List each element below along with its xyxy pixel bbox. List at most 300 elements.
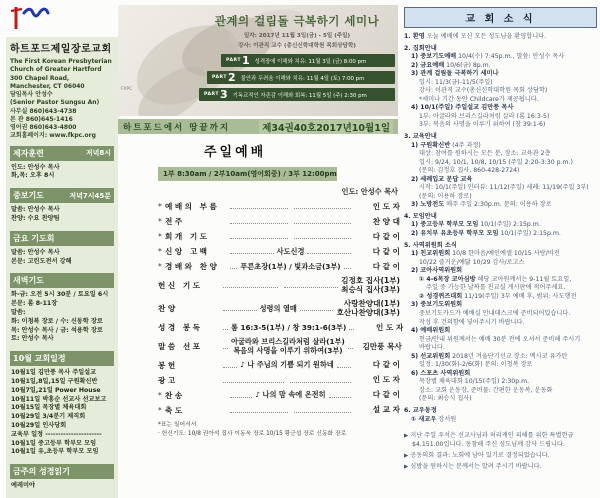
- schedule-line: 10월11일 박홍순 선교사 선교보고: [11, 395, 107, 403]
- dotted-leader: [300, 306, 334, 311]
- news-line-text: 10/4(수) 7:45p.m., 말씀: 안성수 목사: [456, 53, 565, 61]
- news-line: [404, 70, 597, 79]
- church-contact-line: 교회홈페이지: www.fkpc.org: [10, 132, 96, 140]
- dotted-leader: [337, 363, 351, 368]
- seminar-part-row: [199, 88, 395, 101]
- news-line-text: 바랍니다.: [419, 344, 445, 352]
- stand-marker: *: [158, 232, 162, 241]
- section-body: [10, 479, 114, 493]
- seminar-lecturer: 강사: 이관직 교수 (총신신학대학원 목회상담학): [238, 43, 356, 49]
- part-description: 불안과 두려움 이해와 치유: 11월 4일 (토) 7:00 pm: [240, 75, 365, 82]
- news-line-heading: 1) 중보기도예배: [411, 53, 457, 61]
- news-line-text: 장서원: [436, 415, 457, 423]
- worship-order-row: [158, 276, 400, 295]
- order-person-line1: 인 도 자: [372, 375, 400, 385]
- order-item-name: 성경 봉독: [158, 322, 203, 332]
- seminar-announcement: [199, 13, 395, 101]
- section-line: 본문: 롬 8-11장: [11, 300, 58, 308]
- order-item-name: 광고: [158, 375, 178, 385]
- news-line-heading: 6. 교우동정: [404, 406, 437, 414]
- order-item-person: [354, 247, 400, 256]
- section-line: 말씀: 안성수 목사: [11, 248, 60, 256]
- section-body: [10, 288, 114, 346]
- news-line-text: 10/6(금) 8p.m.: [444, 61, 491, 69]
- news-line: [404, 184, 597, 193]
- church-contact-line: The First Korean Presbyterian: [10, 58, 112, 65]
- schedule-line: 10월1일 중고등부 학부모 모임: [11, 439, 97, 447]
- order-person-line1: 김만풍 목사: [362, 341, 402, 351]
- notice-item: [404, 463, 597, 472]
- order-detail-line1: ♪ 나의 맘 속에 온전히: [255, 390, 326, 400]
- news-line: [404, 221, 597, 230]
- news-line-text: 10/1(주일) 2:15p.m.: [478, 221, 541, 229]
- part-description: 기독교적인 자존감 이해와 회복: 11월 5일 (주) 2:30 pm: [232, 92, 367, 99]
- news-line: [404, 79, 597, 88]
- news-line: [404, 33, 597, 42]
- part-label: PART: [226, 58, 241, 63]
- news-line-heading: 5) 선교위원회: [411, 352, 451, 360]
- section-header: [10, 273, 114, 288]
- news-line: [404, 259, 597, 268]
- schedule-line: 10월1일,8일,15일 구원확신반: [11, 378, 98, 386]
- order-item-person: [354, 390, 400, 399]
- news-line: [404, 310, 597, 319]
- section-dawn-prayer: [10, 273, 114, 346]
- news-line: [404, 159, 597, 168]
- dotted-leader: [223, 325, 228, 330]
- news-line: [404, 62, 597, 71]
- worship-title: 주일예배: [204, 145, 267, 160]
- news-line-text: 헌금/안내 위원께서는 예배 30분 전에 오셔서 준비해 주시기: [419, 335, 581, 343]
- order-person-line1: 다 같 이: [372, 360, 401, 370]
- news-line-text: 시작: 10/1(주일) 인터뷰: 11/12(주일) 세례: 11/19(주일 3부): [419, 184, 589, 192]
- seminar-title: 관계의 걸림돌 극복하기 세미나: [214, 14, 380, 28]
- news-line: [404, 250, 597, 259]
- dotted-leader: [307, 249, 351, 254]
- order-item-name: 말씀 선포: [158, 341, 203, 351]
- news-line: [404, 378, 597, 387]
- news-line-heading: 2. 집회안내: [404, 44, 437, 52]
- church-contact-line: (Senior Pastor Sungsu An): [10, 99, 100, 107]
- section-discipleship: [10, 146, 114, 184]
- order-item-person: [354, 202, 400, 211]
- news-line-text: 중보기도카드가 예배실 안내데스크에 준비되어있습니다.: [419, 309, 571, 317]
- news-line-heading: 5. 사역위원회 소식: [404, 241, 457, 249]
- news-line-text: (문의: 이용하 장로): [419, 192, 472, 200]
- part-label: PART: [212, 75, 227, 80]
- church-contact-line: Church of Greater Hartford: [10, 66, 102, 74]
- dotted-leader: [284, 283, 339, 288]
- section-line: 화,목: 오후 8시: [11, 172, 55, 180]
- section-line: 찬양: 수요 찬양팀: [11, 215, 60, 223]
- church-contact-line: 300 Chapel Road,: [10, 74, 70, 82]
- news-body: [404, 33, 597, 424]
- news-line-text: 오늘 예배에 모신 모든 성도님을 환영합니다.: [424, 33, 547, 40]
- section-body: [10, 246, 114, 269]
- dotted-leader: [294, 204, 352, 209]
- news-line-heading: 3) 중보기도위원회: [411, 301, 463, 309]
- section-header: [10, 231, 114, 246]
- order-item-person: [341, 276, 400, 295]
- order-person-line1: 다 같 이: [372, 246, 400, 256]
- news-line: [404, 242, 597, 251]
- order-item-name: 예배의 부름: [165, 202, 220, 211]
- news-line-text: 장소: 교회 운동장, 준비물: 간편한 운동복, 운동화: [419, 386, 553, 394]
- arrow-icon: ▶: [404, 433, 409, 440]
- news-line-text: 대상: 참여를 원하시는 모든 분, 장소: 교육관 2층: [419, 150, 551, 158]
- order-person-line1: 다 같 이: [372, 390, 400, 400]
- news-line-heading: 1) 중고등부 학부모 모임: [411, 221, 479, 229]
- order-detail-line1: 아굴라와 브리스길라처럼 살라(1부): [231, 336, 345, 346]
- news-line-text: 10/8 한마음/예인예셀 10/15 사랑/비전: [450, 250, 560, 258]
- order-item-detail: [240, 360, 333, 369]
- order-item-person: [354, 405, 400, 414]
- stand-marker: *: [158, 202, 162, 211]
- news-line: [404, 301, 597, 310]
- news-notices: [404, 432, 597, 472]
- schedule-line: 10월7일,21일 Power House: [11, 386, 101, 394]
- dotted-leader: [329, 393, 351, 398]
- news-line-heading: ① 4-6목장 코아심방: [419, 275, 476, 283]
- seminar-date: 일자: 2017년 11월 3일(금) - 5일 (주일): [243, 33, 351, 39]
- dotted-leader: [344, 264, 351, 269]
- order-item-person: [356, 342, 402, 351]
- news-line-heading: 1. 환영: [404, 33, 425, 40]
- worship-order-row: [158, 261, 400, 272]
- worship-order-row: [158, 375, 400, 386]
- order-item-person: [357, 323, 403, 332]
- worship-order-row: [158, 405, 400, 416]
- section-title: 새벽기도: [13, 276, 44, 286]
- news-line-text: 해당 코아원께서는 9-11월 토요일,: [475, 275, 572, 283]
- section-body: [10, 366, 114, 459]
- section-october-schedule: [10, 351, 114, 459]
- news-line-text: 주일 중 가능한 날짜를 친교실 게시판에 적어주세요.: [426, 284, 566, 292]
- dotted-leader: [230, 234, 288, 239]
- worship-order-row: [158, 390, 400, 401]
- news-line-text: (문의: 김정호 집사, 860-428-2724): [419, 167, 520, 175]
- schedule-line: 10월1일 김만풍 목사 주일설교: [11, 369, 97, 377]
- worship-order-row: [158, 216, 400, 227]
- news-line-text: 10/22 즐거운/예닮 10/29 감사/로고스: [419, 258, 525, 266]
- news-line: [404, 319, 597, 328]
- news-line-text: 11/19(주일) 3부 예배 후, 범위: 사도행전: [462, 292, 577, 300]
- news-line: [404, 407, 597, 416]
- church-contact-line: Manchester, CT 06040: [10, 82, 85, 90]
- order-item-person: [354, 232, 400, 241]
- dotted-leader: [294, 408, 352, 413]
- order-person-line1: 설 교 자: [372, 405, 400, 415]
- news-line-heading: 1) 친교위원회: [411, 250, 451, 258]
- news-line-heading: 4. 모임안내: [404, 212, 437, 220]
- schedule-line: 10월29일 인사당회: [11, 422, 67, 429]
- order-person-line2: 호산나찬양대(3부): [336, 308, 401, 318]
- bulletin-issue-number: 제34권40호2017년10월1일: [259, 120, 393, 134]
- part-number: 2: [227, 71, 236, 84]
- dotted-leader: [230, 249, 274, 254]
- news-header: 교 회 소 식: [404, 7, 597, 28]
- church-contact-line: 사무실 860)643-4738: [10, 107, 77, 115]
- order-detail-line1: 성령의 열매: [259, 303, 297, 313]
- order-item-detail: [231, 323, 346, 332]
- news-line: [404, 344, 597, 353]
- section-title: 금요 기도회: [13, 233, 55, 243]
- section-line: 본문: 고린도전서 강해: [11, 257, 72, 265]
- section-bible-reading: [10, 464, 114, 493]
- worship-service-times: 1부 8:30am / 2부10am(영어회중) / 3부 12:00pm: [158, 167, 337, 181]
- church-news-column: [404, 7, 597, 472]
- news-line: [404, 230, 597, 239]
- arrow-icon: ▶: [404, 464, 409, 471]
- news-line-heading: 2) 세례입교 문답 교육: [411, 175, 473, 183]
- news-line: [404, 201, 597, 210]
- schedule-line: 10월1일 유,초등부 학부모 모임: [11, 448, 99, 456]
- order-person-line1: 찬 양 대: [372, 216, 400, 226]
- dotted-leader: [223, 378, 284, 383]
- dotted-leader: [348, 344, 353, 349]
- section-line: 예레미야: [11, 482, 35, 490]
- seminar-part-row: [221, 54, 395, 67]
- worship-order-row: [158, 360, 400, 371]
- order-person-line1: 김정호 집사(1부): [341, 276, 401, 285]
- order-item-detail: [277, 247, 305, 256]
- church-contact-line: 본 관 860)645-1416: [10, 115, 73, 123]
- section-friday-prayer: [10, 231, 114, 269]
- news-line-heading: 4) 예배위원회: [411, 327, 451, 335]
- section-title: 중보기도: [13, 191, 44, 201]
- dotted-leader: [230, 393, 252, 398]
- section-intercessory-prayer: [10, 188, 114, 226]
- news-line: [404, 167, 597, 176]
- news-line: [404, 284, 597, 293]
- footnote-stand: *표는 일어서서: [158, 421, 197, 428]
- order-item-detail: [240, 262, 340, 271]
- section-body: [10, 161, 114, 184]
- order-item-person: [354, 262, 400, 271]
- section-header: [10, 351, 114, 366]
- order-item-name: 헌신 기도: [158, 280, 203, 290]
- dotted-leader: [230, 219, 288, 224]
- news-line-heading: 3. 교육안내: [404, 133, 437, 141]
- section-header: [10, 188, 114, 203]
- news-line: [404, 353, 597, 362]
- schedule-line: 교육부 일정 ----------------------: [11, 430, 102, 438]
- order-item-name: 축도: [165, 405, 185, 415]
- news-line: [404, 133, 597, 142]
- section-title: 금주의 성경읽기: [13, 467, 70, 477]
- news-line: [404, 267, 597, 276]
- seminar-photo: [118, 5, 398, 116]
- bulletin-banner: [118, 119, 398, 134]
- order-item-person: [354, 375, 400, 384]
- worship-leader: 인도: 안성수 목사: [341, 187, 398, 196]
- stand-marker: *: [158, 247, 162, 256]
- section-time: 저녁7시45분: [69, 191, 111, 200]
- worship-order-list: [158, 201, 404, 416]
- dotted-leader: [223, 283, 278, 288]
- dotted-leader: [223, 306, 257, 311]
- schedule-line: 10월15일 목장별 체육대회: [11, 404, 87, 412]
- worship-order-row: [158, 201, 400, 212]
- order-person-line1: 사랑찬양대(1부): [343, 298, 401, 308]
- order-detail-line1: 롬 16:3-5(1부) / 창 39:1-6(3부): [231, 322, 347, 332]
- news-line-heading: 6) 스포츠 사역위원회: [411, 369, 471, 377]
- footnote-offering-prayer: · 헌신기도: 10/8 권아석 집사 이동욱 장로 10/15 황군섭 장로 신동화 장로: [158, 430, 347, 437]
- news-line: [404, 395, 597, 404]
- news-line-text: 3부: 복음의 사명을 이루기 위하여 (창 39:1-6): [419, 121, 546, 129]
- section-line: 토: 안성수 목사: [11, 335, 54, 343]
- news-line: [404, 176, 597, 185]
- news-line: [404, 150, 597, 159]
- section-body: [10, 203, 114, 226]
- church-name: 하트포드제일장로교회: [10, 44, 112, 55]
- order-detail-line1: 사도신경: [276, 246, 305, 256]
- news-line-heading: 3) 관계 걸림돌 극복하기 세미나: [411, 70, 499, 78]
- arrow-icon: ▶: [404, 453, 409, 460]
- dotted-leader: [294, 234, 352, 239]
- worship-order-row: [158, 246, 400, 257]
- section-line: 말씀:: [11, 309, 26, 317]
- order-item-detail: [231, 337, 345, 356]
- part-number: 1: [241, 54, 250, 67]
- section-title: 10월 교회일정: [13, 354, 66, 364]
- news-line-heading: 1) 구원확신반: [411, 141, 451, 149]
- dotted-leader: [230, 408, 288, 413]
- section-line: 화: 이청복 장로 / 수: 신동학 장로: [11, 317, 103, 325]
- news-line-text: 1부: 아굴라와 브리스길라처럼 살라 (롬 16:3-5): [419, 112, 550, 120]
- order-person-line1: 인 도 자: [375, 322, 404, 332]
- news-line-text: 작성 후 건의함에 넣어주시기 바랍니다.: [419, 318, 525, 326]
- dotted-leader: [290, 378, 351, 383]
- news-line-text: 매주 주일 2:30p.m. 문의: 이용하 장로: [444, 201, 552, 209]
- dotted-leader: [223, 363, 237, 368]
- order-detail-line1: 푸른초장(1부) / 빛과소금(3부): [240, 261, 341, 271]
- order-item-name: 찬송: [165, 390, 185, 400]
- news-line-text: 2018년 겨울단기선교 장소: 멕시코 유카탄: [450, 352, 568, 360]
- news-line: [404, 327, 597, 336]
- news-line-text: 일시: 9/24, 10/1, 10/8, 10/15 (주일 2:20-3:30 p.m.): [419, 158, 573, 166]
- section-title: 제자훈련: [13, 148, 44, 158]
- news-line-heading: 3) 노방전도: [411, 201, 445, 209]
- section-line: 말씀: 안성수 목사: [11, 206, 60, 214]
- section-header: [10, 464, 114, 479]
- section-line: 화-금: 오전 5시 30분 / 토요일 6시: [11, 291, 109, 299]
- order-detail-line2: 복음의 사명을 이루기 위하여(3부): [233, 346, 343, 356]
- bulletin-slogan: 하트포드에서 땅끝까지: [123, 122, 231, 133]
- news-line: [404, 336, 597, 345]
- news-line: [404, 53, 597, 62]
- stand-marker: *: [158, 390, 162, 400]
- news-line: [404, 361, 597, 370]
- order-item-name: 전주: [165, 217, 185, 226]
- news-line-text: 목장별 체육대회 10/15(주일) 2:30p.m.: [419, 378, 530, 386]
- dotted-leader: [294, 219, 352, 224]
- schedule-line: 10월29일 3/4분기 제직회: [11, 413, 86, 421]
- news-line-heading: ② 성경퀴즈대회: [419, 292, 463, 300]
- dotted-leader: [230, 264, 237, 269]
- news-line: [404, 104, 597, 113]
- order-item-person: [336, 299, 400, 318]
- sunday-worship-section: [158, 141, 404, 439]
- news-line: [404, 45, 597, 54]
- church-info-panel: [6, 37, 118, 498]
- order-item-name: 찬양: [158, 303, 178, 313]
- news-line-heading: 2) 금요예배: [411, 61, 445, 69]
- worship-order-row: [158, 299, 400, 318]
- church-contact-line: 담임목사 안성수: [10, 91, 53, 99]
- news-line-text: (문의: 최승식 집사): [419, 395, 472, 403]
- notice-text: 지난 주일 우석은 선교사님과 허리케인 피해를 위한 특별헌금 $4,151.00입니다. 동참해 주신 성도님께 감사 드립니다.: [410, 432, 574, 449]
- part-label: PART: [204, 92, 219, 97]
- seminar-parts: [199, 54, 395, 101]
- news-line-heading: ① 새교우: [411, 415, 437, 423]
- notice-item: [404, 452, 597, 461]
- news-line-heading: 4) 10/1(주일) 주일설교 김만풍 목사: [411, 104, 514, 112]
- news-line-text: 10/1(주일) 2:15p.m.: [498, 230, 561, 238]
- news-line-text: 일시: 11/3(금)-11/5(주일): [419, 78, 493, 86]
- news-line: [404, 416, 597, 425]
- dotted-leader: [223, 344, 228, 349]
- stand-marker: *: [158, 217, 162, 226]
- church-logo-icon: [8, 5, 68, 31]
- seminar-part-row: [207, 71, 395, 84]
- news-line: [404, 87, 597, 96]
- photo-credit: FKPC: [121, 87, 133, 92]
- dotted-leader: [230, 204, 288, 209]
- order-item-detail: [260, 304, 297, 313]
- order-item-name: 경배와 찬양: [165, 262, 220, 271]
- order-item-name: 봉헌: [158, 360, 178, 370]
- news-line-text: *세미나 기간 동안 Childcare가 제공됩니다.: [419, 95, 539, 103]
- order-person-line1: 다 같 이: [372, 261, 400, 271]
- stand-marker: *: [158, 262, 162, 271]
- section-header: [10, 146, 114, 161]
- worship-order-row: [158, 322, 404, 333]
- worship-order-row: [158, 337, 400, 356]
- news-line: [404, 142, 597, 151]
- section-line: 목: 안성수 목사 / 금: 석용학 장로: [11, 326, 103, 334]
- news-line-heading: 2) 유치부 유초등부 학부모 모임: [411, 230, 499, 238]
- order-item-name: 신앙 고백: [165, 247, 210, 256]
- notice-text: 공동의회 결과: 노회에 남아 있기로 결정되었습니다.: [410, 452, 550, 460]
- section-line: 인도: 안성수 목사: [11, 163, 60, 171]
- order-person-line1: 인 도 자: [372, 201, 400, 211]
- worship-order-row: [158, 231, 400, 242]
- section-time: 저녁8시: [85, 149, 111, 158]
- stand-marker: *: [158, 405, 162, 415]
- news-line-text: 일정: 1/30(화)-2/6(화) 문의: 이청복 장로: [419, 361, 533, 369]
- order-item-person: [354, 217, 400, 226]
- order-item-name: 회개 기도: [165, 232, 210, 241]
- part-description: 성격장애 이해와 치유: 11월 3일 (금) 8:00 pm: [254, 58, 367, 65]
- news-line-text: 강사: 이관직 교수(총신신학대학원 목회 상담학): [419, 87, 548, 95]
- dotted-leader: [349, 325, 354, 330]
- order-person-line2: 최승식 집사(3부): [341, 285, 401, 295]
- order-item-person: [354, 360, 400, 369]
- news-line-heading: 2) 코아사역위원회: [411, 267, 463, 275]
- order-detail-line1: ♪ 나 주님의 기쁨 되기 원하네: [240, 360, 334, 370]
- news-line-text: (4주 과정): [450, 141, 481, 149]
- order-item-detail: [255, 390, 325, 399]
- order-person-line1: 다 같 이: [372, 231, 400, 241]
- church-contact-line: 영어권 860)643-4800: [10, 124, 77, 132]
- church-contact-block: [10, 58, 114, 141]
- part-number: 3: [219, 88, 228, 101]
- news-line: [404, 121, 597, 130]
- worship-footnotes: [158, 421, 400, 440]
- church-info-column: [6, 5, 118, 498]
- notice-item: [404, 432, 597, 450]
